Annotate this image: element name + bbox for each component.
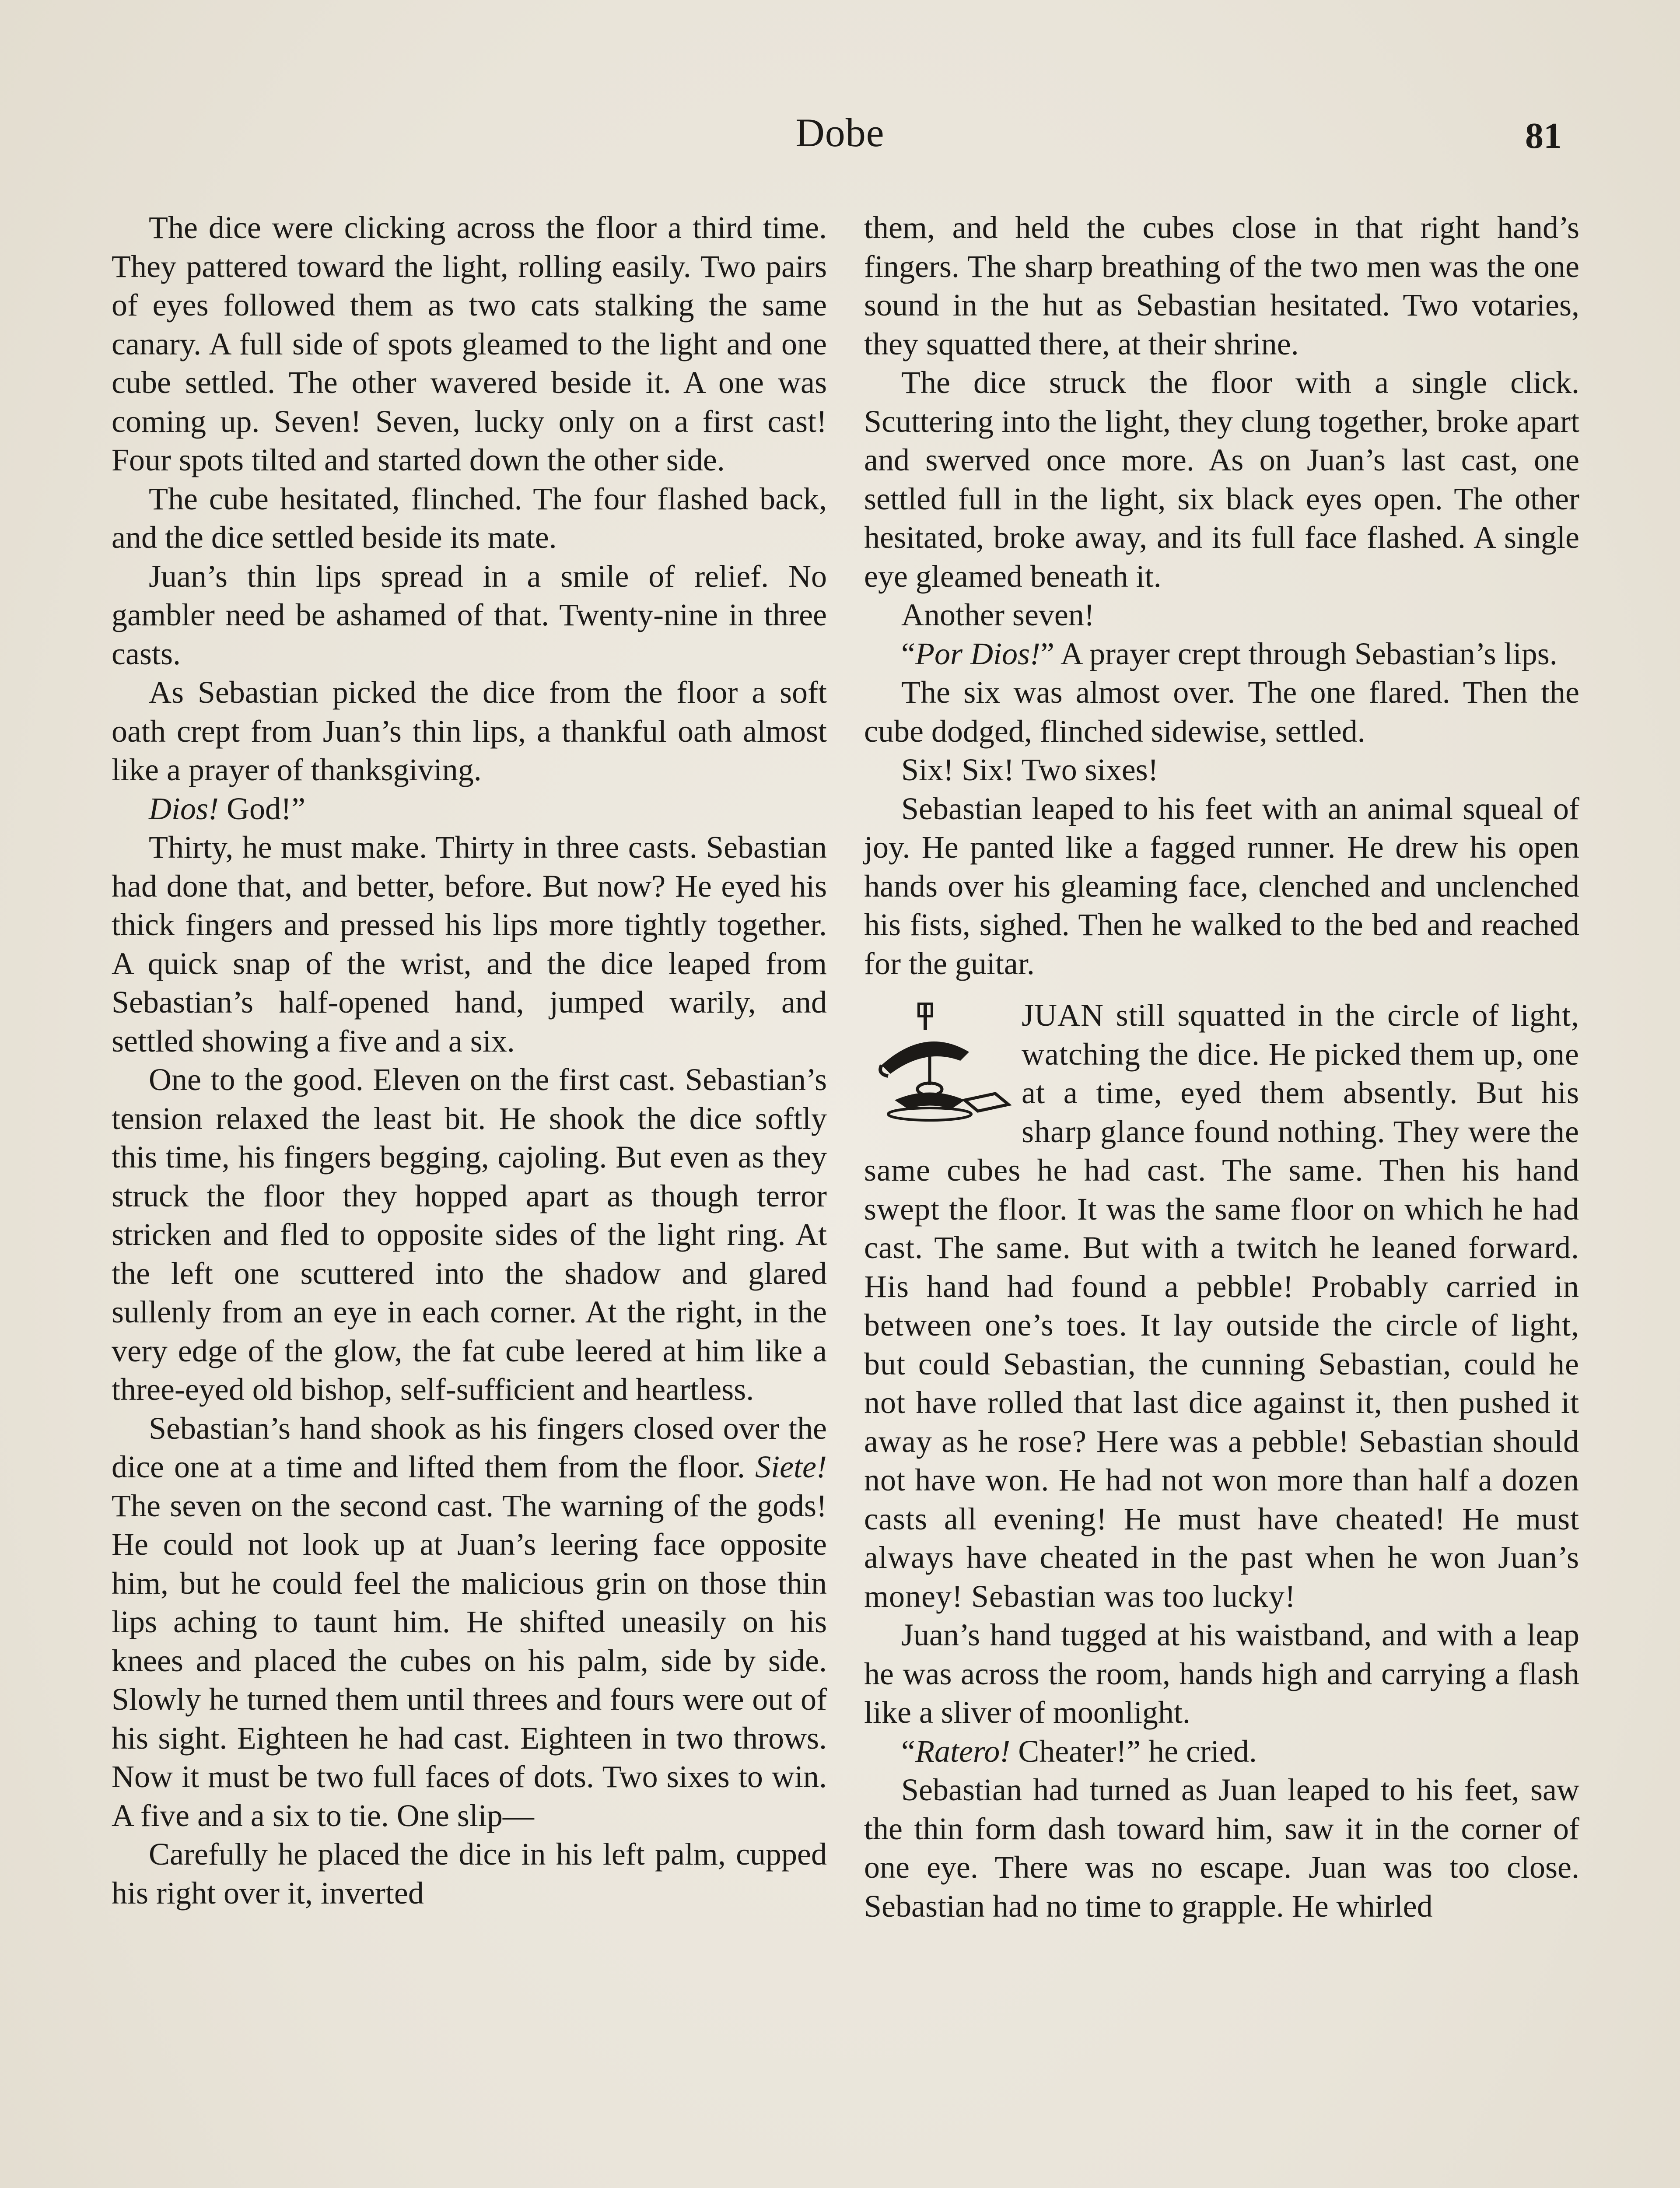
italic-siete: Siete! <box>755 1449 827 1484</box>
paragraph-ratero: “Ratero! Cheater!” he cried. <box>901 1733 1257 1769</box>
paragraph: Juan’s thin lips spread in a smile of relief. No gambler need be ashamed of that. Twenty-nine in three casts. <box>112 558 827 671</box>
paragraph: The dice struck the floor with a single click. Scuttering into the light, they clung together, broke apart and swerved once more. As on Juan’s last cast, one settled full in the light, six black eyes open. The other hesitated, broke away, and its full face flashed. A single eye gleamed beneath it. <box>864 365 1579 594</box>
paragraph: Sebastian leaped to his feet with an animal squeal of joy. He panted like a fagged runner. He drew his open hands over his gleaming face, clenched and unclenched his fists, sighed. Then he walked to the bed and reached for the guitar. <box>864 791 1579 981</box>
paragraph: “Por Dios!” A prayer crept through Sebastian’s lips. <box>901 636 1558 671</box>
paragraph: Carefully he placed the dice in his left palm, cupped his right over it, inverted <box>112 1837 827 1911</box>
paragraph: JUAN still squatted in the circle of light, watching the dice. He picked them up, one at a time, eyed them absently. But his sharp glance found nothing. They were the same cubes he had cast. The same. Then his hand swept the floor. It was the same floor on which he had cast. The same. But with a twitch he leaned forward. His hand had found a pebble! Probably carried in between one’s toes. It lay outside the circle of light, but could Sebastian, the cunning Sebastian, could he not have rolled that last dice against it, then pushed it away as he rose? Here was a pebble! Sebastian should not have won. He had not won more than half a dozen casts all evening! He must have cheated! He must always have cheated in the past when he won Juan’s money! Sebastian was too lucky! <box>864 998 1579 1614</box>
italic-ratero: Ratero! <box>915 1733 1011 1769</box>
paragraph: The six was almost over. The one flared. Then the cube dodged, flinched sidewise, settled. <box>864 675 1579 749</box>
paragraph: As Sebastian picked the dice from the floor a soft oath crept from Juan’s thin lips, a thankful oath almost like a prayer of thanksgiving. <box>112 675 827 787</box>
paragraph: The dice were clicking across the floor a third time. They pattered toward the light, rolling easily. Two pairs of eyes followed them as two cats stalking the same canary. A full side of spots gleamed to the light and one cube settled. The other wavered beside it. A one was coming up. Seven! Seven, lucky only on a first cast! Four spots tilted and started down the other side. <box>112 210 827 477</box>
left-column <box>112 208 827 1912</box>
right-column <box>864 208 1579 1925</box>
paragraph: Six! Six! Two sixes! <box>901 752 1158 787</box>
running-title: Dobe <box>795 110 885 155</box>
page-number: 81 <box>1525 116 1562 156</box>
paragraph-dios: Dios! God!” <box>149 791 305 826</box>
paragraph: them, and held the cubes close in that right hand’s fingers. The sharp breathing of the two men was the one sound in the hut as Sebastian hesitated. Two votaries, they squatted there, at their shrine. <box>864 210 1579 361</box>
paragraph: The cube hesitated, flinched. The four flashed back, and the dice settled beside its mate. <box>112 481 827 555</box>
section-break <box>864 983 1579 996</box>
paragraph: Sebastian had turned as Juan leaped to his feet, saw the thin form dash toward him, saw it in the corner of one eye. There was no escape. Juan was too close. Sebastian had no time to grapple. He whirled <box>864 1772 1579 1924</box>
paragraph: Another seven! <box>901 597 1095 632</box>
paragraph: Sebastian’s hand shook as his fingers closed over the dice one at a time and lifted them from the floor. Siete! The seven on the second cast. The warning of the gods! He could not look up at Juan’s leering face opposite him, but he could feel the malicious grin on those thin lips aching to taunt him. He shifted uneasily on his knees and placed the cubes on his palm, side by side. Slowly he turned them until threes and fours were out of his sight. Eighteen he had cast. Eighteen in two throws. Now it must be two full faces of dots. Two sixes to win. A five and a six to tie. One slip— <box>112 1410 827 1833</box>
oil-lamp-icon <box>864 999 1017 1126</box>
paragraph: Thirty, he must make. Thirty in three casts. Sebastian had done that, and better, before. But now? He eyed his thick fingers and pressed his lips more tightly together. A quick snap of the wrist, and the dice leaped from Sebastian’s half-opened hand, jumped warily, and settled showing a five and a six. <box>112 830 827 1059</box>
paragraph: Juan’s hand tugged at his waistband, and with a leap he was across the room, hands high and carrying a flash like a sliver of moonlight. <box>864 1617 1579 1730</box>
italic-por_dios: Por Dios! <box>915 636 1040 671</box>
paragraph: One to the good. Eleven on the first cast. Sebastian’s tension relaxed the least bit. He shook the dice softly this time, his fingers begging, cajoling. But even as they struck the floor they hopped apart as though terror stricken and fled to opposite sides of the light ring. At the left one scuttered into the shadow and glared sullenly from an eye in each corner. At the right, in the very edge of the glow, the fat cube leered at him like a three-eyed old bishop, self-sufficient and heartless. <box>112 1062 827 1407</box>
italic-dios: Dios! <box>149 791 219 826</box>
